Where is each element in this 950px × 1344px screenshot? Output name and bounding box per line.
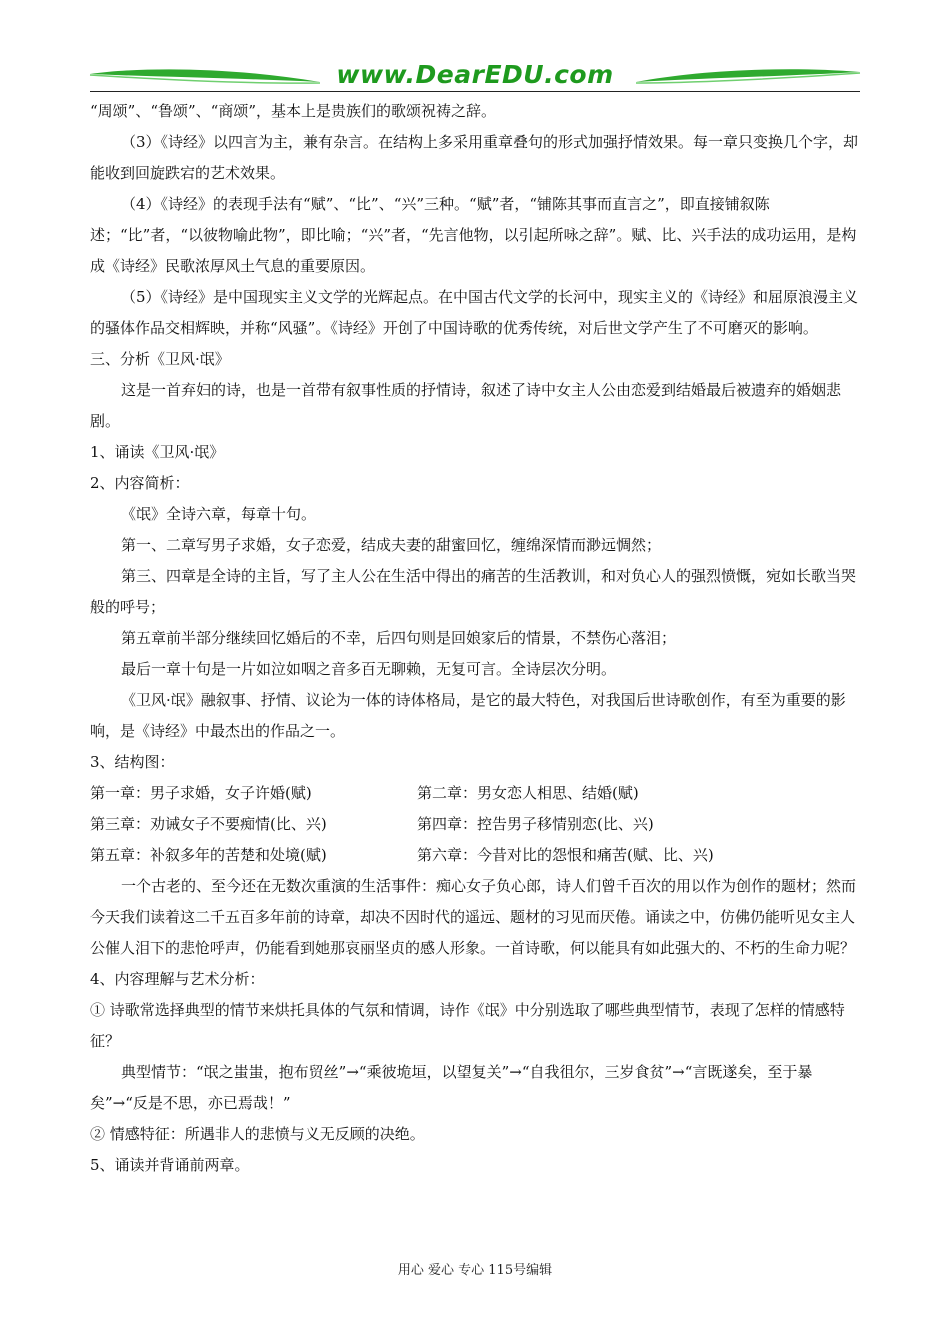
document-body: [90, 96, 860, 1181]
structure-cell: 第六章：今昔对比的怨恨和痛苦(赋、比、兴): [417, 846, 714, 864]
page-footer: 用心 爱心 专心 115号编辑: [397, 1263, 553, 1278]
subheading: 5、诵读并背诵前两章。: [90, 1156, 250, 1174]
subheading: 1、诵读《卫风·氓》: [90, 443, 225, 461]
answer: ② 情感特征：所遇非人的悲愤与义无反顾的决绝。: [90, 1125, 425, 1143]
structure-cell: 第三章：劝诫女子不要痴情(比、兴): [90, 815, 327, 833]
structure-row: [90, 809, 860, 840]
paragraph: 典型情节：“氓之蚩蚩，抱布贸丝”→“乘彼垝垣，以望复关”→“自我徂尔，三岁食贫”→“言既遂矣，至于暴矣”→“反是不思，亦已焉哉！”: [90, 1063, 813, 1112]
subheading: 4、内容理解与艺术分析：: [90, 970, 265, 988]
structure-cell: 第四章：控告男子移情别恋(比、兴): [417, 815, 654, 833]
section-heading: 三、分析《卫风·氓》: [90, 350, 230, 368]
paragraph: 《卫风·氓》融叙事、抒情、议论为一体的诗体格局，是它的最大特色，对我国后世诗歌创作，有至为重要的影响，是《诗经》中最杰出的作品之一。: [90, 691, 846, 740]
header-logo-banner: [88, 58, 862, 98]
paragraph: 一个古老的、至今还在无数次重演的生活事件：痴心女子负心郎，诗人们曾千百次的用以作为创作的题材；然而今天我们读着这二千五百多年前的诗章，却决不因时代的遥远、题材的习见而厌倦。诵读之中，仿佛仍能听见女主人公催人泪下的悲怆呼声，仍能看到她那哀丽坚贞的感人形象。一首诗歌，何以能具有如此强大的、不朽的生命力呢？: [90, 877, 857, 957]
paragraph: （5）《诗经》是中国现实主义文学的光辉起点。在中国古代文学的长河中，现实主义的《诗经》和屈原浪漫主义的骚体作品交相辉映，并称“风骚”。《诗经》开创了中国诗歌的优秀传统，对后世文学产生了不可磨灭的影响。: [90, 288, 859, 337]
paragraph: 《氓》全诗六章，每章十句。: [121, 505, 317, 523]
question: ① 诗歌常选择典型的情节来烘托具体的气氛和情调，诗作《氓》中分别选取了哪些典型情节，表现了怎样的情感特征？: [90, 1001, 845, 1050]
paragraph: （4）《诗经》的表现手法有“赋”、“比”、“兴”三种。“赋”者，“铺陈其事而直言之”，即直接铺叙陈述；“比”者，“以彼物喻此物”，即比喻；“兴”者，“先言他物，以引起所咏之辞”。赋、比、兴手法的成功运用，是构成《诗经》民歌浓厚风土气息的重要原因。: [90, 195, 857, 275]
paragraph: 第一、二章写男子求婚，女子恋爱，结成夫妻的甜蜜回忆，缠绵深情而渺远惆然；: [121, 536, 662, 554]
structure-table: [90, 778, 860, 871]
subheading: 3、结构图：: [90, 753, 175, 771]
paragraph: 第五章前半部分继续回忆婚后的不幸，后四句则是回娘家后的情景，不禁伤心落泪；: [121, 629, 677, 647]
subheading: 2、内容简析：: [90, 474, 190, 492]
paragraph: （3）《诗经》以四言为主，兼有杂言。在结构上多采用重章叠句的形式加强抒情效果。每一章只变换几个字，却能收到回旋跌宕的艺术效果。: [90, 133, 859, 182]
site-logo-text: www.DearEDU.com: [336, 60, 614, 89]
structure-cell: 第一章：男子求婚，女子许婚(赋): [90, 784, 312, 802]
paragraph: “周颂”、“鲁颂”、“商颂”，基本上是贵族们的歌颂祝祷之辞。: [90, 102, 497, 120]
header-rule: [90, 91, 860, 92]
structure-row: [90, 778, 860, 809]
structure-cell: 第二章：男女恋人相思、结婚(赋): [417, 784, 639, 802]
structure-row: [90, 840, 860, 871]
paragraph: 这是一首弃妇的诗，也是一首带有叙事性质的抒情诗，叙述了诗中女主人公由恋爱到结婚最后被遗弃的婚姻悲剧。: [90, 381, 842, 430]
structure-cell: 第五章：补叙多年的苦楚和处境(赋): [90, 846, 327, 864]
paragraph: 最后一章十句是一片如泣如咽之音多百无聊赖，无复可言。全诗层次分明。: [121, 660, 617, 678]
paragraph: 第三、四章是全诗的主旨，写了主人公在生活中得出的痛苦的生活教训，和对负心人的强烈愤慨，宛如长歌当哭般的呼号；: [90, 567, 857, 616]
